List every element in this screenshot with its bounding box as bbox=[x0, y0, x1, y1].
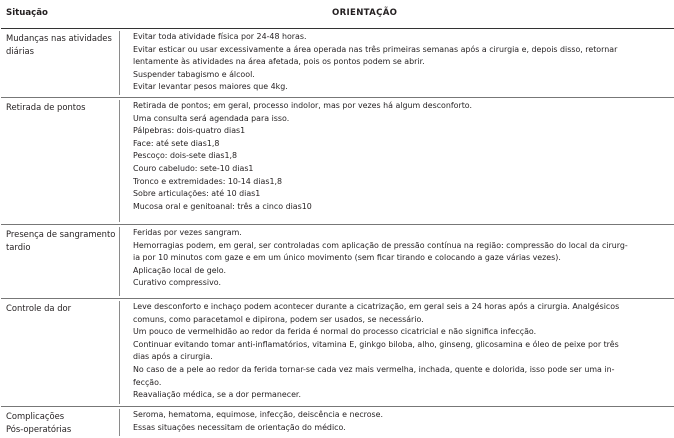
orientacao-line: Sobre articulações: até 10 dias1 bbox=[133, 189, 261, 199]
row-orientacao bbox=[119, 100, 673, 222]
orientacao-line: Hemorragias podem, em geral, ser controladas com aplicação de pressão contínua na região: compressão do local da cirurg- bbox=[133, 240, 628, 250]
row-situacao: Mudanças nas atividades diárias bbox=[6, 33, 112, 56]
orientacao-line: Couro cabeludo: sete-10 dias1 bbox=[133, 163, 254, 173]
orientacao-line: Face: até sete dias1,8 bbox=[133, 138, 220, 148]
situacao-line: Pós-operatórias bbox=[6, 423, 72, 434]
orientacao-line: Feridas por vezes sangram. bbox=[133, 228, 242, 237]
orientacao-line: Uma consulta será agendada para isso. bbox=[133, 113, 290, 123]
orientacao-line: Reavaliação médica, se a dor permanecer. bbox=[133, 390, 301, 400]
orientacao-line: Suspender tabagismo e álcool. bbox=[133, 69, 255, 79]
orientacao-line: lentamente às atividades na área afetada, pois os pontos podem se abrir. bbox=[133, 57, 425, 67]
orientacao-line: ia por 10 minutos com gaze e em um único movimento (sem ficar tirando e colocando a gaze várias vezes). bbox=[133, 253, 561, 263]
table-row bbox=[1, 225, 674, 299]
orientacao-line: Leve desconforto e inchaço podem acontecer durante a cicatrização, em geral seis a 24 horas após a cirurgia. Analgésicos bbox=[133, 302, 620, 311]
orientacao-line: dias após a cirurgia. bbox=[133, 352, 213, 362]
table-row bbox=[1, 299, 674, 407]
row-situacao bbox=[6, 410, 118, 435]
orientacao-line: Pálpebras: dois-quatro dias1 bbox=[133, 126, 246, 136]
orientacao-line: No caso de a pele ao redor da ferida tornar-se cada vez mais vermelha, inchada, quente e dolorida, isso pode ser uma in- bbox=[133, 364, 615, 374]
orientacao-line: Evitar esticar ou usar excessivamente a área operada nas três primeiras semanas após a cirurgia e, depois disso, retornar bbox=[133, 44, 618, 54]
orientacao-line: Tronco e extremidades: 10-14 dias1,8 bbox=[133, 176, 282, 186]
table-header bbox=[1, 1, 674, 29]
row-orientacao bbox=[119, 227, 673, 296]
orientacao-line: Seroma, hematoma, equimose, infecção, deiscência e necrose. bbox=[133, 410, 384, 419]
table-row bbox=[1, 29, 674, 98]
row-orientacao bbox=[119, 301, 673, 404]
orientacao-line: Evitar toda atividade física por 24-48 horas. bbox=[133, 32, 307, 41]
orientacao-line: Retirada de pontos; em geral, processo indolor, mas por vezes há algum desconforto. bbox=[133, 101, 473, 110]
header-situacao: Situação bbox=[6, 8, 48, 18]
orientation-table bbox=[1, 1, 674, 438]
row-situacao: Presença de sangramento tardio bbox=[6, 229, 116, 252]
table-row bbox=[1, 407, 674, 438]
orientacao-line: Essas situações necessitam de orientação do médico. bbox=[133, 422, 346, 432]
orientacao-line: Um pouco de vermelhidão ao redor da ferida é normal do processo cicatricial e não significa infecção. bbox=[133, 327, 537, 337]
header-orientacao: ORIENTAÇÃO bbox=[332, 8, 398, 18]
situacao-line: Complicações bbox=[6, 411, 65, 421]
orientacao-line: Evitar levantar pesos maiores que 4kg. bbox=[133, 82, 288, 92]
orientacao-line: comuns, como paracetamol e dipirona, podem ser usados, se necessário. bbox=[133, 314, 424, 324]
row-situacao: Retirada de pontos bbox=[6, 102, 86, 112]
orientacao-line: Continuar evitando tomar anti-inflamatórios, vitamina E, ginkgo biloba, alho, ginseng, glicosamina e óleo de peixe por três bbox=[133, 339, 619, 349]
orientacao-line: Aplicação local de gelo. bbox=[133, 265, 226, 275]
orientacao-line: Curativo compressivo. bbox=[133, 278, 221, 288]
table-row bbox=[1, 98, 674, 225]
row-situacao: Controle da dor bbox=[6, 303, 72, 313]
orientacao-line: Mucosa oral e genitoanal: três a cinco dias10 bbox=[133, 201, 312, 211]
orientacao-line: Pescoço: dois-sete dias1,8 bbox=[133, 151, 238, 161]
row-orientacao bbox=[119, 31, 673, 95]
orientacao-line: fecção. bbox=[133, 377, 162, 387]
